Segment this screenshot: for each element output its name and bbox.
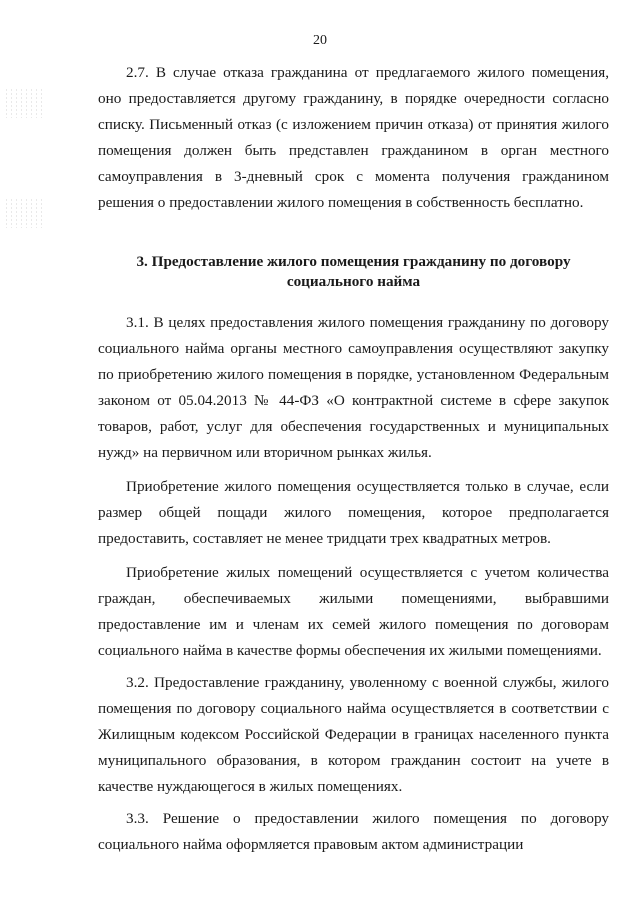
document-body: [98, 60, 609, 858]
scan-artifact: [4, 198, 44, 228]
paragraph-3-1-purchase-count: Приобретение жилых помещений осуществляется с учетом количества граждан, обеспечиваемых жилыми помещениями, выбравшими предоставление им и членам их семей жилого помещения по договорам социального найма в качестве формы обеспечения их жилыми помещениями.: [98, 564, 609, 659]
paragraph-3-1-purchase-condition: Приобретение жилого помещения осуществляется только в случае, если размер общей пощади жилого помещения, которое предполагается предоставить, составляет не менее тридцати трех квадратных метров.: [98, 478, 609, 547]
scan-artifact: [4, 88, 44, 118]
page-number: 20: [313, 33, 327, 48]
paragraph-3-3: 3.3. Решение о предоставлении жилого помещения по договору социального найма оформляется правовым актом администрации: [98, 810, 609, 853]
paragraph-3-1: 3.1. В целях предоставления жилого помещения гражданину по договору социального найма органы местного самоуправления осуществляют закупку по приобретению жилого помещения в порядке, установленном Федеральным законом от 05.04.2013 № 44-ФЗ «О контрактной системе в сфере закупок товаров, работ, услуг для обеспечения государственных и муниципальных нужд» на первичном или вторичном рынках жилья.: [98, 314, 609, 461]
section-heading-3: 3. Предоставление жилого помещения гражданину по договору социального найма: [136, 253, 571, 290]
paragraph-2-7: 2.7. В случае отказа гражданина от предлагаемого жилого помещения, оно предоставляется другому гражданину, в порядке очередности согласно списку. Письменный отказ (с изложением причин отказа) от принятия жилого помещения должен быть представлен гражданином в орган местного самоуправления в 3-дневный срок с момента получения гражданином решения о предоставлении жилого помещения в собственность бесплатно.: [98, 64, 609, 211]
paragraph-3-2: 3.2. Предоставление гражданину, уволенному с военной службы, жилого помещения по договору социального найма осуществляется в соответствии с Жилищным кодексом Российской Федерации в границах населенного пункта муниципального образования, в котором гражданин состоит на учете в качестве нуждающегося в жилых помещениях.: [98, 674, 609, 795]
